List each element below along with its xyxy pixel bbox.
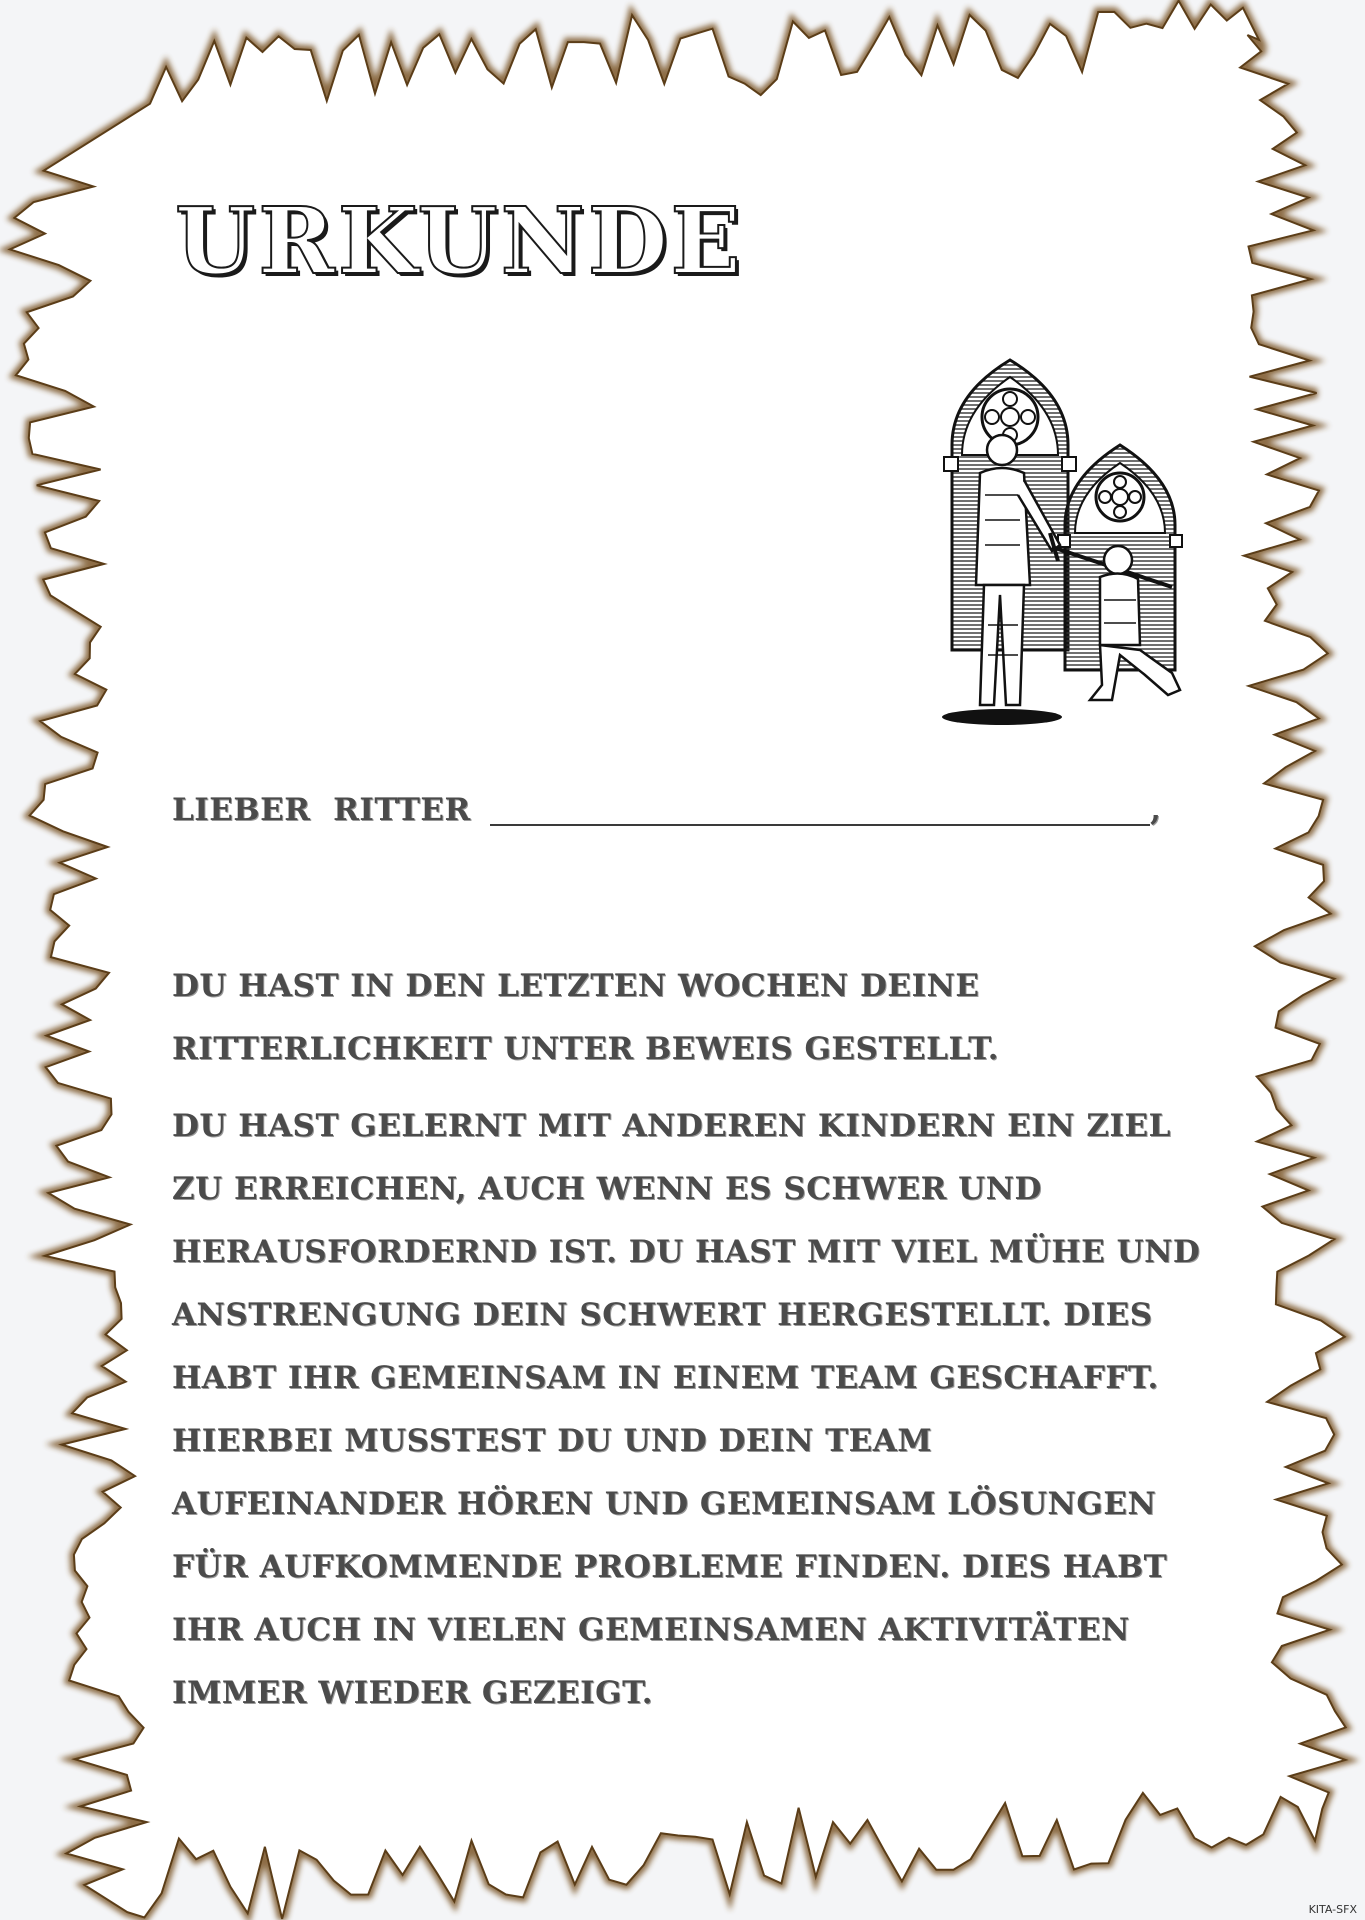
greeting-line	[172, 790, 1161, 830]
watermark: KITA-SFX	[1308, 1903, 1357, 1916]
greeting-comma: ,	[1150, 792, 1162, 828]
certificate-title: URKUNDE	[175, 187, 744, 295]
name-blank-line	[490, 824, 1150, 826]
knighting-illustration	[940, 355, 1200, 740]
paragraph-2: DU HAST GELERNT MIT ANDEREN KINDERN EIN ZIEL ZU ERREICHEN, AUCH WENN ES SCHWER UND HERAUSFORDERND IST. DU HAST MIT VIEL MÜHE UND ANSTRENGUNG DEIN SCHWERT HERGESTELLT. DIES HABT IHR GEMEINSAM IN EINEM TEAM GESCHAFFT. HIERBEI MUSSTEST DU UND DEIN TEAM AUFEINANDER HÖREN UND GEMEINSAM LÖSUNGEN FÜR AUFKOMMENDE PROBLEME FINDEN. DIES HABT IHR AUCH IN VIELEN GEMEINSAMEN AKTIVITÄTEN IMMER WIEDER GEZEIGT.	[172, 1108, 1201, 1711]
paragraph-1: DU HAST IN DEN LETZTEN WOCHEN DEINE RITTERLICHKEIT UNTER BEWEIS GESTELLT.	[172, 968, 1000, 1067]
greeting-label: LIEBER RITTER	[172, 792, 471, 828]
